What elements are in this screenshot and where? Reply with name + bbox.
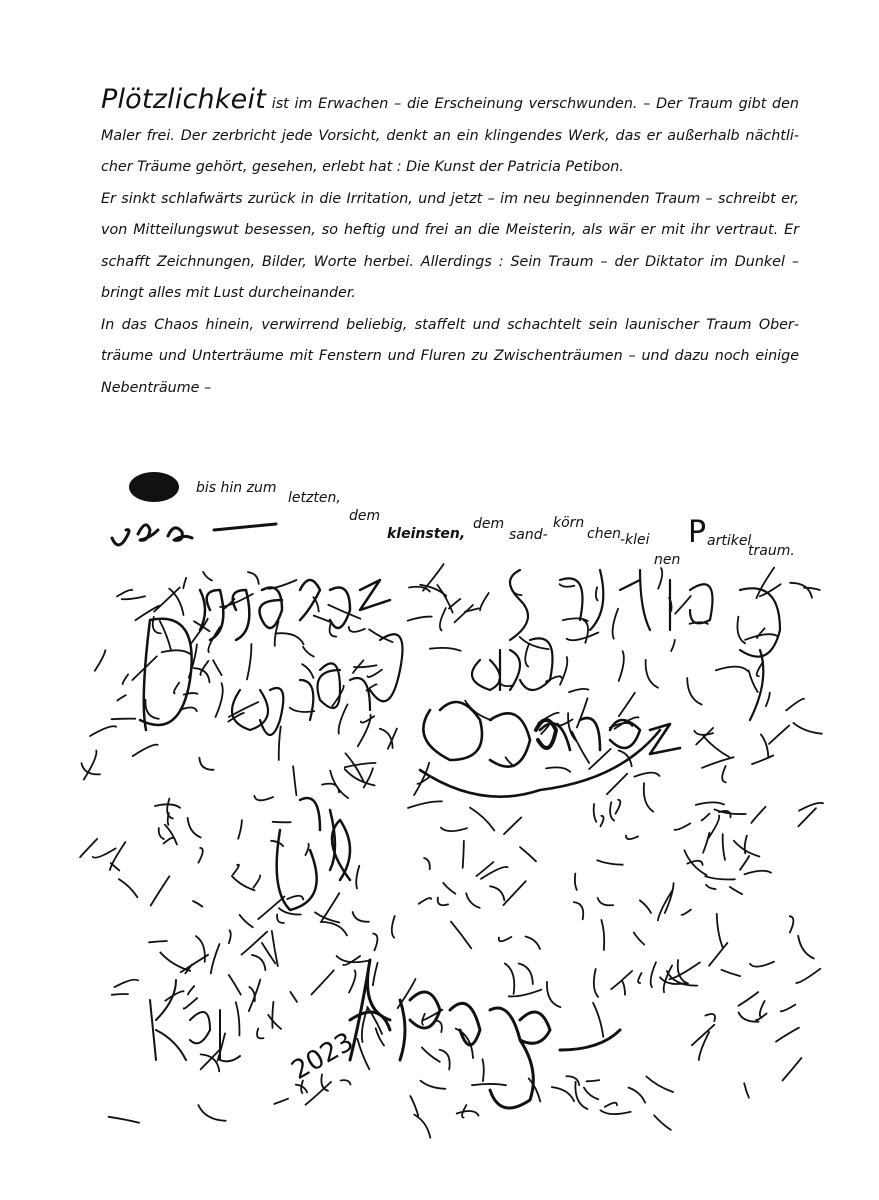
scribble-dash — [654, 1115, 671, 1130]
scribble-dash — [607, 774, 627, 795]
scribble-dash — [229, 975, 241, 995]
scribble-dash — [776, 1028, 799, 1042]
scribble-dash — [783, 1058, 802, 1081]
scribble-dash — [341, 1080, 351, 1084]
squiggle-top — [112, 524, 276, 545]
scribble-dash — [200, 661, 208, 675]
scribble-dash — [634, 933, 644, 945]
scribble-dash — [216, 683, 223, 717]
scribble-dash — [577, 698, 588, 727]
scribble-dash — [112, 994, 128, 995]
scribble-dash — [730, 887, 742, 894]
scribble-dash — [737, 617, 745, 644]
scribble-dash — [408, 801, 442, 808]
scribble-dash — [503, 881, 525, 905]
scribble-dash — [164, 838, 173, 844]
signature-kel — [150, 980, 240, 1061]
scribble-dash — [761, 735, 769, 758]
scribble-dash — [457, 1111, 479, 1116]
scribble-dash — [349, 970, 355, 992]
scribble-dash — [368, 670, 382, 677]
scribble-dash — [634, 773, 659, 777]
scribble-dash — [162, 650, 191, 654]
scribble-dash — [257, 1029, 264, 1039]
scribble-dash — [421, 1081, 446, 1089]
scribble-dash — [311, 970, 333, 994]
scribble-dash — [93, 848, 116, 857]
scribble-dash — [769, 726, 789, 744]
scribble-dash — [567, 633, 599, 641]
scribble-dash — [109, 1117, 140, 1123]
scribble-dash — [558, 719, 573, 725]
scribble-dash — [306, 1082, 332, 1105]
scribble-dash — [199, 758, 213, 770]
scribble-dash — [560, 657, 567, 685]
drawing-canvas — [0, 440, 879, 1140]
scribble-dash — [629, 1088, 646, 1103]
scribble-dash — [117, 695, 126, 700]
scribble-dash — [575, 874, 577, 890]
scribble-dash — [511, 587, 522, 596]
scribble-dash — [472, 1084, 506, 1085]
scribble-dash — [601, 920, 604, 950]
scribble-dash — [574, 902, 583, 919]
scribble-dash — [704, 736, 730, 757]
scribble-dash — [587, 1080, 600, 1081]
scribble-dash — [339, 704, 348, 733]
scribble-dash — [213, 660, 222, 675]
word-chen: chen — [587, 526, 622, 542]
scribble-dash — [702, 814, 710, 821]
scribble-dash — [709, 943, 727, 966]
scribble-dash — [601, 816, 604, 827]
scribble-dash — [466, 893, 480, 908]
scribble-dash — [287, 896, 303, 900]
intro-paragraph-3: In das Chaos hinein, verwirrend beliebig, staffelt und schachtelt sein launischer Traum Oberträume und Unterträume mit Fenstern und Fluren zu Zwischenträumen – und dazu noch einige Nebenträume – — [101, 316, 799, 396]
word-letzten: letzten, — [288, 490, 341, 506]
scribble-dash — [619, 651, 624, 681]
scribble-dash — [322, 784, 339, 793]
scribble-dash — [455, 605, 473, 622]
scribble-dash — [658, 890, 673, 920]
scribble-dash — [229, 930, 231, 943]
scribble-dash — [638, 973, 641, 983]
scribble-dash — [275, 633, 303, 644]
intro-text — [101, 84, 799, 404]
scribble-dash — [605, 1103, 617, 1107]
scribble-dash — [506, 757, 514, 766]
scribble-dash — [766, 693, 770, 707]
scribble-dash — [616, 800, 621, 814]
scribble-dash — [253, 875, 260, 887]
scribble-dash — [90, 726, 116, 736]
scribble-dash — [154, 588, 180, 612]
scribble-dash — [201, 1050, 220, 1070]
scribble-dash — [456, 1029, 473, 1059]
scribble-dash — [644, 783, 653, 812]
scribble-dash — [705, 876, 735, 879]
scribble-dash — [115, 980, 139, 987]
scribble-dash — [151, 876, 170, 905]
scribble-dash — [799, 803, 823, 811]
scribble-dash — [699, 1032, 709, 1060]
scribble-dash — [476, 862, 493, 876]
scribble-dash — [740, 856, 749, 870]
scribble-dash — [211, 944, 220, 973]
scribble-dash — [322, 893, 339, 920]
scribble-dash — [619, 693, 635, 716]
scribble-dash — [613, 609, 619, 639]
scribble-dash — [723, 834, 725, 860]
scribble-dash — [437, 1021, 442, 1032]
scribble-dash — [441, 828, 467, 832]
scribble-dash — [594, 969, 598, 997]
scribble-dash — [440, 608, 446, 630]
intro-line-1: ist im Erwachen – die Erscheinung verschwunden. – Der Traum gibt den Maler frei. Der zerbricht jede Vorsicht, denkt an ein klingendes Werk, das er außerhalb nächtlicher Träume gehört, gesehen, erlebt hat : Die Kunst der Patricia Petibon. — [101, 96, 799, 175]
first-word: Plötzlichkeit — [101, 84, 266, 115]
scribble-dash — [752, 756, 773, 765]
scribble-dash — [750, 962, 774, 967]
scribble-dash — [709, 816, 720, 839]
scribble-dash — [119, 879, 137, 897]
word-dem-1: dem — [349, 508, 381, 524]
scribble-dash — [356, 866, 359, 889]
scribble-dash — [169, 589, 183, 615]
scribble-dash — [203, 572, 212, 581]
scribble-dash — [249, 987, 255, 1001]
scribble-dash — [526, 937, 541, 949]
scribble-dash — [669, 962, 700, 979]
scribble-dash — [751, 807, 765, 823]
scribble-dash — [233, 865, 239, 875]
scribble-dash — [705, 1014, 715, 1021]
scribble-dash — [112, 719, 136, 720]
scribble-dash — [258, 897, 284, 920]
scribble-dash — [504, 817, 521, 834]
scribble-dash — [626, 836, 638, 840]
scribble-dash — [302, 664, 313, 678]
scribble-dash — [675, 596, 691, 614]
scribble-dash — [184, 998, 197, 1009]
scribble-dash — [786, 699, 804, 711]
scribble-dash — [293, 766, 296, 795]
scribble-dash — [248, 572, 259, 584]
scribble-dash — [423, 564, 444, 591]
scribble-dash — [269, 580, 297, 589]
scribble-dash — [790, 583, 812, 598]
scribble-dash — [188, 986, 194, 995]
scribble-dash — [692, 1025, 715, 1046]
scribble-dash — [438, 898, 448, 906]
scribble-dash — [483, 1059, 484, 1081]
scribble-dash — [696, 802, 724, 805]
scribble-dash — [193, 901, 202, 907]
scribble-dash — [321, 922, 347, 936]
scribble-dash — [798, 808, 816, 826]
scribble-dash — [706, 885, 716, 889]
scribble-dash — [408, 617, 432, 621]
scribble-dash — [159, 828, 164, 839]
scribble-dash — [111, 863, 120, 870]
scribble-dash — [247, 644, 251, 679]
scribble-dash — [236, 1002, 240, 1035]
scribble-dash — [505, 964, 514, 994]
scribble-dash — [546, 676, 562, 681]
scribble-dash — [380, 729, 393, 748]
scribble-dash — [596, 587, 598, 600]
scribble-dash — [671, 640, 675, 651]
scribble-dash — [424, 858, 430, 869]
word-P: P — [688, 515, 707, 550]
scribble-dash — [345, 763, 376, 767]
scribble-dash — [793, 723, 821, 734]
scribble-dash — [651, 962, 656, 987]
scribble-dash — [584, 1088, 598, 1100]
scribble-dash — [272, 1002, 273, 1028]
scribble-dash — [254, 796, 273, 800]
scribble-dash — [80, 839, 97, 857]
scribble-dash — [218, 1033, 225, 1060]
word-klei: -klei — [620, 532, 650, 548]
scribble-dash — [781, 1005, 796, 1012]
scribble-dash — [490, 886, 504, 900]
scribble-dash — [290, 992, 297, 1002]
scribble-dash — [716, 667, 748, 671]
scribble-dash — [796, 969, 820, 983]
scribble-dash — [232, 876, 255, 890]
scribble-dash — [717, 914, 723, 947]
word-dem-2: dem — [473, 516, 505, 532]
word-sand: sand- — [509, 527, 548, 543]
scribble-dash — [703, 833, 709, 853]
scribble-dash — [238, 820, 242, 839]
scribble-dash — [696, 728, 713, 745]
scribble-dash — [552, 1087, 574, 1101]
scribble-dash — [738, 992, 758, 1006]
scribble-dash — [305, 844, 308, 855]
scribble-dash — [242, 932, 268, 955]
scribble-dash — [419, 898, 431, 904]
scribble-dash — [160, 621, 171, 651]
scribble-dash — [313, 597, 318, 611]
scribble-dash — [520, 847, 536, 861]
scribble-dash — [133, 745, 158, 756]
scribble-dash — [440, 1050, 450, 1070]
scribble-dash — [665, 883, 674, 913]
scribble-dash — [198, 848, 202, 863]
scribble-dash — [589, 749, 611, 769]
scribble-dash — [798, 936, 814, 959]
scribble-dash — [274, 1099, 288, 1104]
scribble-dash — [198, 1105, 225, 1121]
scribble-dash — [414, 1115, 430, 1138]
scribble-dash — [122, 596, 145, 599]
scribble-dash — [499, 680, 513, 686]
scribble-dash — [658, 568, 662, 589]
scribble-dash — [181, 955, 208, 973]
scribble-dash — [168, 813, 169, 825]
scribble-dash — [290, 708, 315, 712]
scribble-dash — [525, 644, 529, 666]
drawing-year: 2023 — [286, 1026, 359, 1087]
word-dissonanz-drawn — [140, 580, 390, 730]
scribble-dash — [349, 627, 365, 632]
scribble-dash — [303, 647, 314, 657]
scribble-dash — [569, 689, 588, 692]
word-koern: körn — [553, 515, 585, 531]
scribble-dash — [597, 860, 623, 864]
intro-paragraph-1 — [101, 84, 799, 184]
scribble-dash — [744, 1083, 749, 1097]
scribble-dash — [790, 916, 794, 932]
scribble-dash — [110, 842, 126, 870]
scribble-dash — [560, 584, 575, 587]
scribble-dash — [392, 916, 395, 938]
scribble-dash — [117, 590, 132, 596]
scribble-dash — [600, 1110, 630, 1114]
word-kleinsten: kleinsten, — [387, 526, 466, 542]
scribble-dash — [566, 1076, 579, 1085]
scribble-dash — [443, 883, 455, 894]
scribble-dash — [357, 1039, 369, 1069]
word-traum: traum. — [748, 543, 795, 559]
scribble-dash — [279, 727, 281, 761]
scribble-dash — [745, 634, 778, 640]
scribble-dash — [572, 732, 589, 763]
scribble-dash — [84, 751, 97, 780]
ink-blot — [129, 472, 179, 502]
scribble-dash — [622, 981, 625, 995]
scribble-dash — [183, 578, 186, 588]
scribble-dash — [722, 766, 726, 782]
scribble-dash — [470, 808, 494, 831]
scribble-dash — [546, 767, 570, 771]
ink-drawing — [0, 440, 879, 1140]
scribble-dash — [410, 1096, 418, 1115]
scribble-dash — [95, 650, 106, 671]
scribble-dash — [201, 1054, 220, 1071]
scribble-dash — [373, 934, 377, 951]
scribble-dash — [277, 915, 284, 923]
scribble-dash — [593, 1003, 603, 1037]
scribble-dash — [145, 700, 158, 719]
scribble-dash — [519, 964, 533, 985]
scribble-dash — [687, 678, 702, 705]
scribble-dash — [583, 620, 588, 643]
word-bis-hin-zum: bis hin zum — [196, 480, 277, 496]
scribble-dash — [575, 1082, 587, 1109]
scribble-dash — [422, 1048, 440, 1062]
scribble-dash — [594, 804, 597, 822]
scribble-dash — [268, 1015, 281, 1029]
scribble-dash — [547, 982, 560, 1007]
scribble-dash — [190, 619, 207, 645]
scribble-dash — [328, 605, 360, 619]
scribble-dash — [451, 922, 471, 949]
scribble-dash — [745, 871, 772, 875]
scribble-dash — [463, 841, 464, 868]
word-artikel: artikel — [707, 533, 752, 549]
scribble-dash — [373, 963, 378, 986]
word-und-drawn — [472, 638, 553, 690]
scribble-dash — [682, 910, 691, 915]
scribble-dash — [188, 818, 201, 838]
scribble-dash — [646, 1077, 673, 1093]
scribble-dash — [430, 648, 461, 651]
scribble-dash — [240, 915, 253, 927]
scribble-dash — [480, 593, 489, 610]
scribble-dash — [149, 941, 167, 942]
scribble-dash — [675, 823, 691, 829]
scribble-dash — [640, 900, 651, 913]
scribble-dash — [174, 683, 179, 694]
scribble-dash — [252, 955, 266, 970]
scribble-dash — [398, 979, 416, 1008]
scribble-dash — [353, 912, 369, 922]
scribble-dash — [598, 898, 614, 905]
scribble-dash — [499, 937, 512, 941]
scribble-dash — [361, 716, 374, 722]
scribble-dash — [610, 802, 614, 820]
scribble-dash — [123, 674, 128, 684]
scribble-dash — [702, 757, 734, 768]
scribble-dash — [734, 841, 760, 857]
scribble-dash — [646, 660, 658, 688]
intro-paragraph-2: Er sinkt schlafwärts zurück in die Irritation, und jetzt – im neu beginnenden Traum – schreibt er, von Mitteilungswut besessen, so heftig und frei an die Meisterin, als wär er mit ihr vertraut. Er schafft Zeichnungen, Bilder, Worte herbei. Allerdings : Sein Traum – der Diktator im Dunkel – bringt alles mit Lust durcheinander. — [101, 190, 799, 301]
scribble-dash — [611, 971, 632, 989]
word-nen: nen — [654, 552, 681, 568]
scribble-dash — [184, 693, 198, 695]
scribble-dash — [722, 970, 741, 976]
